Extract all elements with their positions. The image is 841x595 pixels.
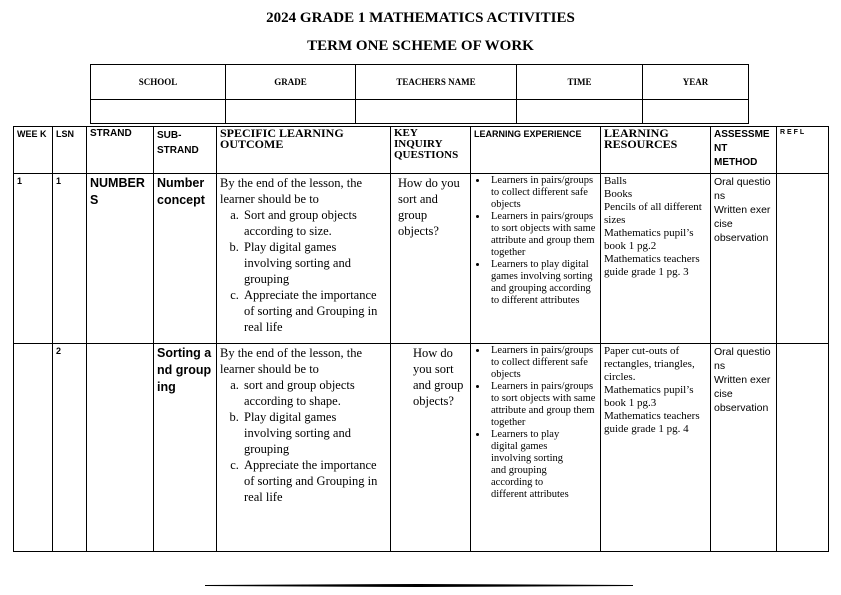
experience-item: • Learners in pairs/groups to collect different safe objects	[488, 175, 597, 211]
header-assessment-method: ASSESSME NT METHOD	[711, 127, 777, 174]
outcome-intro: By the end of the lesson, the learner should be to	[220, 176, 362, 206]
sub-strand-cell: Sorting and grouping	[154, 344, 217, 552]
outcome-item: a. sort and group objects according to shape.	[242, 377, 387, 409]
experience-item: • Learners in pairs/groups to sort objects with same attribute and group them together	[488, 381, 597, 429]
outcome-cell	[217, 174, 391, 344]
info-grade-cell[interactable]	[226, 100, 356, 124]
info-header-year: YEAR	[643, 65, 749, 100]
outcome-intro: By the end of the lesson, the learner should be to	[220, 346, 362, 376]
resources-cell	[601, 174, 711, 344]
lsn-cell: 1	[53, 174, 87, 344]
question-cell: How do you sort and group objects?	[391, 344, 471, 552]
header-week: WEE K	[14, 127, 53, 174]
scheme-table	[13, 126, 829, 552]
assessment-item: Oral questions	[714, 346, 771, 372]
resource-item: Mathematics teachers guide grade 1 pg. 4	[604, 410, 700, 435]
experience-cell	[471, 344, 601, 552]
decorative-divider	[205, 584, 633, 587]
assessment-cell	[711, 174, 777, 344]
resource-item: Mathematics pupil’s book 1 pg.3	[604, 384, 694, 409]
table-row	[14, 174, 829, 344]
question-cell: How do you sort and group objects?	[391, 174, 471, 344]
header-lsn: LSN	[53, 127, 87, 174]
resource-item: Pencils of all different sizes	[604, 201, 702, 226]
outcome-item: b. Play digital games involving sorting and grouping	[242, 239, 387, 287]
info-year-cell[interactable]	[643, 100, 749, 124]
info-header-school: SCHOOL	[91, 65, 226, 100]
header-strand: STRAND	[87, 127, 154, 174]
assessment-item: Written exercise	[714, 374, 771, 400]
document-subtitle: TERM ONE SCHEME OF WORK	[307, 38, 534, 54]
outcome-item: c. Appreciate the importance of sorting and Grouping in real life	[242, 457, 387, 505]
info-school-cell[interactable]	[91, 100, 226, 124]
experience-item: • Learners in pairs/groups to sort objects with same attribute and group them together	[488, 211, 597, 259]
info-time-cell[interactable]	[517, 100, 643, 124]
info-teachers-name-cell[interactable]	[356, 100, 517, 124]
table-row	[14, 344, 829, 552]
header-sub-strand: SUB-STRAND	[154, 127, 217, 174]
info-table	[90, 64, 749, 124]
assessment-cell	[711, 344, 777, 552]
experience-item: • Learners to play digital games involving sorting and grouping according to different attributes	[488, 429, 597, 501]
outcome-item: b. Play digital games involving sorting and grouping	[242, 409, 387, 457]
info-header-time: TIME	[517, 65, 643, 100]
header-specific-learning-outcome: SPECIFIC LEARNING OUTCOME	[217, 127, 391, 174]
experience-item: • Learners to play digital games involving sorting and grouping according to different attributes	[488, 259, 597, 307]
experience-item: • Learners in pairs/groups to collect different safe objects	[488, 345, 597, 381]
assessment-item: Written exercise	[714, 204, 771, 230]
resource-item: Balls	[604, 175, 627, 187]
week-cell: 1	[14, 174, 53, 344]
document-title: 2024 GRADE 1 MATHEMATICS ACTIVITIES	[266, 10, 575, 26]
info-header-teachers-name: TEACHERS NAME	[356, 65, 517, 100]
assessment-item: observation	[714, 402, 769, 414]
header-learning-resources: LEARNING RESOURCES	[601, 127, 711, 174]
week-cell	[14, 344, 53, 552]
header-reflection: R E F L	[777, 127, 829, 174]
outcome-item: a. Sort and group objects according to size.	[242, 207, 387, 239]
outcome-item: c. Appreciate the importance of sorting and Grouping in real life	[242, 287, 387, 335]
strand-cell	[87, 344, 154, 552]
resources-cell	[601, 344, 711, 552]
experience-cell	[471, 174, 601, 344]
outcome-cell	[217, 344, 391, 552]
info-header-grade: GRADE	[226, 65, 356, 100]
assessment-item: observation	[714, 232, 769, 244]
reflection-cell[interactable]	[777, 174, 829, 344]
header-learning-experience: LEARNING EXPERIENCE	[471, 127, 601, 174]
resource-item: Mathematics teachers guide grade 1 pg. 3	[604, 253, 700, 278]
sub-strand-cell: Number concept	[154, 174, 217, 344]
resource-item: Paper cut-outs of rectangles, triangles, circles.	[604, 345, 695, 383]
strand-cell: NUMBERS	[87, 174, 154, 344]
lsn-cell: 2	[53, 344, 87, 552]
resource-item: Mathematics pupil’s book 1 pg.2	[604, 227, 694, 252]
header-key-inquiry-questions: KEY INQUIRY QUESTIONS	[391, 127, 471, 174]
reflection-cell[interactable]	[777, 344, 829, 552]
assessment-item: Oral questions	[714, 176, 771, 202]
resource-item: Books	[604, 188, 633, 200]
